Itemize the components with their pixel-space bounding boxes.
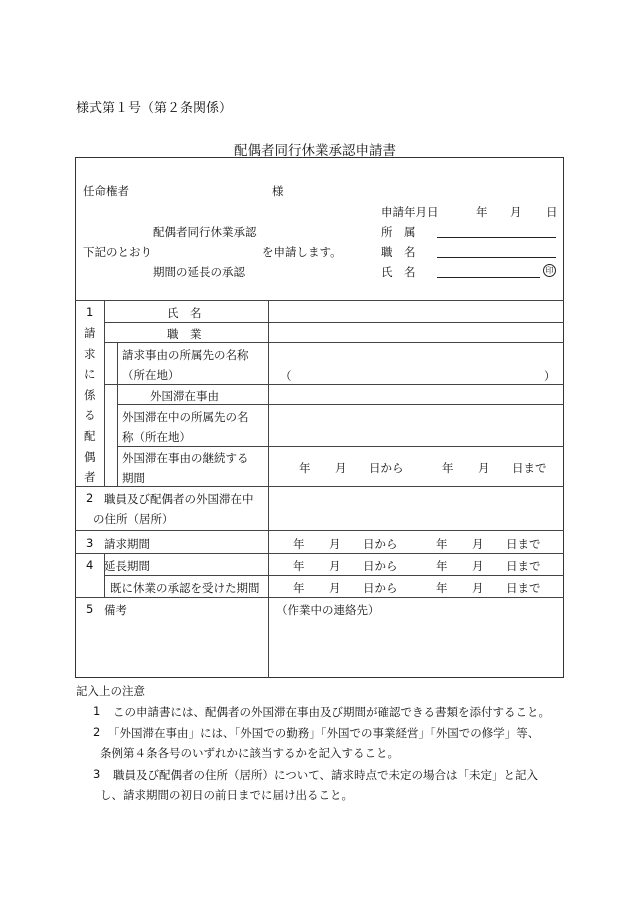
applicant-name-field[interactable] — [437, 277, 540, 278]
section3-number: 3 — [86, 536, 94, 550]
section5-number: 5 — [86, 602, 94, 616]
application-date-label: 申請年月日 — [381, 205, 439, 219]
table-rule — [117, 342, 118, 486]
request-type-extension: 期間の延長の承認 — [153, 265, 245, 279]
sama-label: 様 — [272, 184, 284, 198]
continuation-period-label: 外国滞在事由の継続する — [122, 451, 249, 465]
period-year: 年 — [299, 461, 311, 475]
table-rule — [104, 300, 105, 486]
period-year: 年 — [293, 537, 305, 551]
period-month: 月 — [478, 461, 490, 475]
period-from: 日から — [363, 559, 398, 573]
section1-number: 1 — [86, 305, 94, 319]
note-3: 職員及び配偶者の住所（居所）について、請求時点で未定の場合は「未定」と記入 — [113, 768, 539, 782]
section1-vertical-char: 求 — [84, 346, 96, 361]
period-from: 日から — [363, 537, 398, 551]
table-rule — [75, 597, 564, 598]
period-to: 日まで — [506, 581, 541, 595]
affiliation-label: 請求事由の所属先の名称 — [122, 348, 249, 362]
table-rule — [104, 384, 564, 385]
table-rule — [104, 322, 564, 323]
note-3-cont: し、請求期間の初日の前日までに届け出ること。 — [100, 788, 353, 802]
applicant-name-label: 氏 名 — [381, 265, 416, 279]
period-from: 日から — [363, 581, 398, 595]
request-period-label: 請求期間 — [104, 537, 150, 551]
spouse-occupation-label: 職 業 — [167, 327, 202, 341]
location-paren-open: （ — [280, 369, 292, 383]
table-rule — [75, 530, 564, 531]
section2-label: 職員及び配偶者の外国滞在中 — [104, 492, 254, 506]
date-month: 月 — [510, 205, 522, 219]
note-number: 3 — [93, 767, 101, 781]
spouse-name-label: 氏 名 — [167, 306, 202, 320]
table-rule — [75, 300, 564, 301]
section1-vertical-char: 配 — [84, 429, 96, 443]
position-label: 職 名 — [381, 245, 416, 259]
date-year: 年 — [476, 205, 488, 219]
period-month: 月 — [472, 559, 484, 573]
period-year: 年 — [293, 559, 305, 573]
department-label: 所 属 — [381, 225, 416, 239]
period-to: 日まで — [506, 559, 541, 573]
section2-number: 2 — [86, 491, 94, 505]
statement-prefix: 下記のとおり — [83, 245, 152, 259]
note-1: この申請書には、配偶者の外国滞在事由及び期間が確認できる書類を添付すること。 — [113, 705, 550, 719]
section1-vertical-char: 請 — [84, 326, 96, 340]
period-month: 月 — [472, 537, 484, 551]
table-rule — [117, 446, 564, 447]
period-year: 年 — [293, 581, 305, 595]
section1-vertical-char: 者 — [84, 470, 96, 485]
section2-label-cont: の住所（居所） — [93, 512, 174, 526]
request-type-approval: 配偶者同行休業承認 — [153, 225, 257, 239]
period-month: 月 — [329, 581, 341, 595]
section1-vertical-char: に — [84, 367, 96, 382]
note-2: 「外国滞在事由」には、「外国での勤務」「外国での事業経営」「外国での修学」等、 — [108, 726, 540, 740]
table-rule — [104, 342, 564, 343]
continuation-period-label-cont: 期間 — [122, 471, 145, 485]
contact-during-leave-label: （作業中の連絡先） — [276, 603, 380, 617]
period-to: 日まで — [506, 537, 541, 551]
department-field[interactable] — [437, 237, 556, 238]
appointer-label: 任命権者 — [83, 184, 129, 198]
statement-suffix: を申請します。 — [262, 245, 342, 259]
period-month: 月 — [329, 559, 341, 573]
table-rule — [75, 486, 564, 487]
period-year: 年 — [436, 537, 448, 551]
section1-vertical-char: 偶 — [84, 449, 96, 464]
affiliation-location-label: （所在地） — [122, 368, 180, 382]
abroad-reason-label: 外国滞在事由 — [150, 389, 219, 403]
note-number: 2 — [93, 725, 101, 739]
period-month: 月 — [472, 581, 484, 595]
period-month: 月 — [329, 537, 341, 551]
date-day: 日 — [546, 205, 558, 219]
table-rule — [117, 404, 564, 405]
seal-mark: 印 — [543, 264, 556, 277]
form-number: 様式第１号（第２条関係） — [76, 101, 233, 116]
remarks-label: 備考 — [104, 603, 127, 617]
form-title: 配偶者同行休業承認申請書 — [234, 143, 396, 159]
section1-vertical-char: 係 — [84, 387, 96, 402]
extension-period-label: 延長期間 — [104, 559, 150, 573]
note-number: 1 — [93, 704, 101, 718]
period-year: 年 — [436, 581, 448, 595]
period-year: 年 — [436, 559, 448, 573]
abroad-affiliation-label: 外国滞在中の所属先の名 — [122, 410, 249, 424]
period-to: 日まで — [512, 461, 547, 475]
table-rule — [75, 553, 564, 554]
period-month: 月 — [335, 461, 347, 475]
notes-heading: 記入上の注意 — [76, 684, 145, 698]
position-field[interactable] — [437, 257, 556, 258]
table-rule — [268, 300, 269, 678]
table-rule — [104, 575, 564, 576]
period-from: 日から — [369, 461, 404, 475]
note-2-cont: 条例第４条各号のいずれかに該当するかを記入すること。 — [100, 746, 399, 760]
abroad-affiliation-label-cont: 称（所在地） — [122, 430, 191, 444]
location-paren-close: ） — [544, 369, 556, 383]
approved-period-label: 既に休業の承認を受けた期間 — [110, 581, 260, 595]
section4-number: 4 — [86, 558, 94, 572]
period-year: 年 — [442, 461, 454, 475]
section1-vertical-char: る — [84, 408, 96, 423]
